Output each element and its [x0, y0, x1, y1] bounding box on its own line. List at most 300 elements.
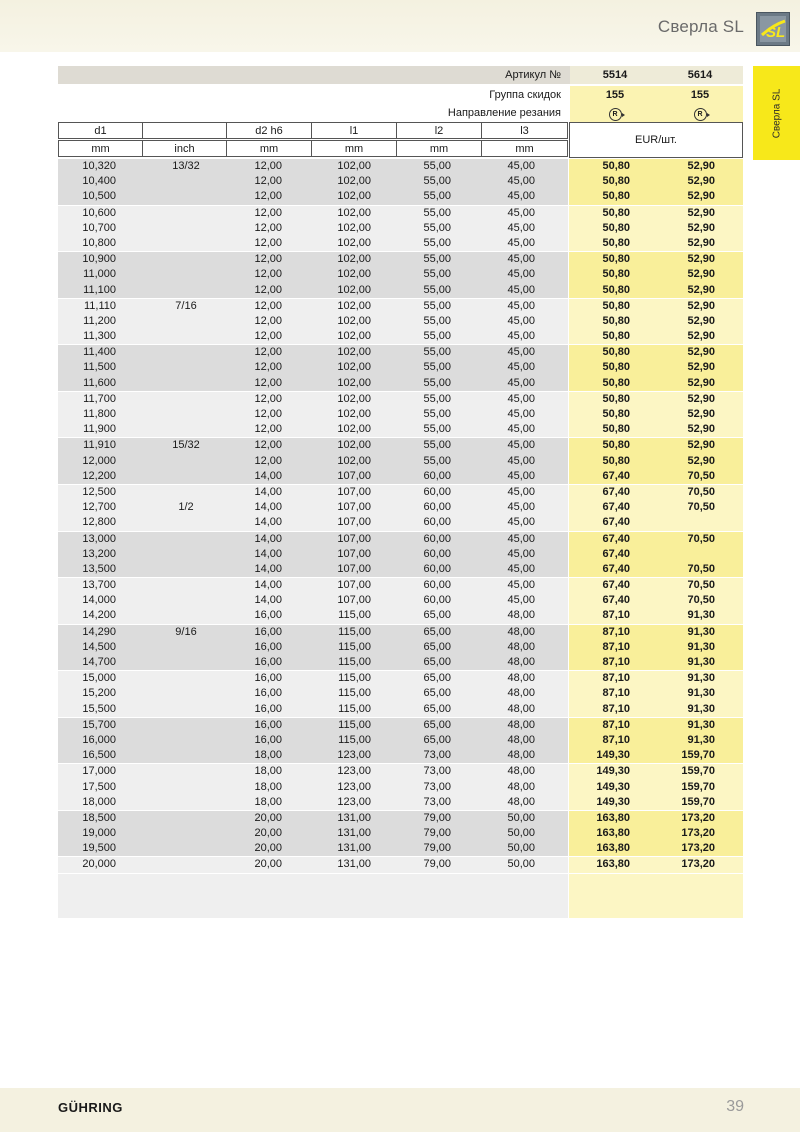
cell-l2: 65,00 [423, 656, 451, 668]
cell-price-5614: 173,20 [681, 842, 715, 855]
cell-l1: 131,00 [337, 858, 371, 871]
cell-price-5514: 87,10 [602, 609, 630, 622]
cell-d2: 14,00 [254, 485, 282, 498]
cell-price-5514: 50,80 [602, 206, 630, 219]
cell-l1: 107,00 [337, 485, 371, 498]
col-d2: d2 h6 [226, 122, 312, 139]
cell-l1: 115,00 [338, 733, 371, 746]
cell-price-5514: 87,10 [602, 656, 630, 668]
direction-right-icon: R [570, 107, 660, 121]
cell-l3: 45,00 [507, 299, 535, 312]
table-row [58, 608, 743, 623]
cell-l1: 102,00 [337, 330, 371, 343]
unit-inch: inch [142, 140, 227, 157]
cell-price-5514: 67,40 [602, 532, 630, 545]
cell-d2: 12,00 [254, 346, 282, 359]
cell-l2: 73,00 [423, 795, 451, 808]
discount-row [58, 86, 743, 105]
side-tab-label-wrap [753, 66, 800, 160]
cell-d1: 19,500 [82, 842, 116, 855]
cell-l2: 60,00 [423, 516, 451, 529]
cell-d1: 14,200 [82, 609, 116, 622]
cell-price-5514: 67,40 [602, 485, 630, 498]
cell-price-5514: 67,40 [602, 469, 630, 482]
cell-price-5614: 52,90 [687, 439, 715, 452]
cell-l1: 102,00 [337, 299, 371, 312]
cell-price-5514: 50,80 [602, 392, 630, 405]
price-header: EUR/шт. [569, 122, 743, 158]
cell-d1: 15,500 [82, 702, 116, 715]
cell-price-5614: 52,90 [687, 299, 715, 312]
cell-price-5614: 91,30 [687, 656, 715, 668]
table-row [58, 221, 743, 236]
unit-l2: mm [396, 140, 482, 157]
cell-d2: 16,00 [254, 733, 282, 746]
cell-d1: 11,000 [83, 268, 116, 281]
cell-d2: 16,00 [254, 609, 282, 622]
cell-l1: 102,00 [337, 283, 371, 296]
row-group [58, 299, 743, 345]
cell-price-5614: 173,20 [681, 827, 715, 840]
row-group [58, 206, 743, 252]
sl-logo-text: SL [766, 24, 786, 41]
cell-price-5614: 70,50 [687, 469, 715, 482]
cell-l2: 55,00 [423, 330, 451, 343]
cell-l1: 115,00 [338, 609, 371, 622]
cell-price-5614: 52,90 [687, 206, 715, 219]
cell-l1: 102,00 [337, 221, 371, 234]
table-row [58, 407, 743, 422]
cell-l3: 48,00 [507, 733, 535, 746]
cell-price-5514: 67,40 [602, 594, 630, 607]
cell-price-5514: 163,80 [596, 827, 630, 840]
cell-price-5514: 50,80 [602, 439, 630, 452]
col-l2: l2 [396, 122, 482, 139]
cell-d1: 11,300 [83, 330, 116, 343]
cell-l2: 65,00 [423, 672, 451, 685]
cell-l1: 115,00 [338, 687, 371, 700]
cell-price-5514: 50,80 [602, 346, 630, 359]
cell-d1: 10,400 [82, 175, 116, 188]
cell-l1: 102,00 [337, 454, 371, 467]
article-5514: 5514 [602, 69, 628, 81]
cell-l3: 45,00 [507, 160, 535, 172]
cell-price-5514: 163,80 [596, 842, 630, 855]
cell-d1: 13,500 [82, 562, 116, 575]
cell-price-5614: 52,90 [687, 408, 715, 420]
cell-l2: 79,00 [423, 858, 451, 871]
row-group [58, 578, 743, 624]
table-row [58, 422, 743, 437]
table-row [58, 515, 743, 530]
cell-l2: 79,00 [423, 827, 451, 840]
cell-price-5514: 50,80 [602, 299, 630, 312]
cell-l3: 45,00 [507, 190, 535, 203]
cell-l3: 48,00 [507, 609, 535, 622]
cell-l3: 45,00 [507, 547, 535, 560]
cell-price-5514: 87,10 [602, 640, 630, 653]
cell-l1: 107,00 [337, 579, 371, 592]
cell-d2: 20,00 [254, 842, 282, 855]
cell-price-5614: 159,70 [681, 780, 715, 793]
cell-price-5514: 50,80 [602, 314, 630, 327]
cell-l2: 65,00 [423, 687, 451, 700]
row-group [58, 392, 743, 438]
cell-price-5514: 163,80 [596, 858, 630, 871]
cell-d2: 16,00 [254, 640, 282, 653]
cell-l3: 50,00 [507, 858, 535, 871]
cell-l3: 48,00 [507, 795, 535, 808]
cell-l1: 123,00 [337, 749, 371, 762]
cell-l1: 102,00 [337, 314, 371, 327]
cell-d2: 20,00 [254, 858, 282, 871]
table-row [58, 252, 743, 267]
col-l3: l3 [481, 122, 568, 139]
cell-l2: 55,00 [423, 206, 451, 219]
cell-l3: 45,00 [507, 532, 535, 545]
cell-l2: 55,00 [423, 408, 451, 420]
cell-l3: 45,00 [507, 594, 535, 607]
cell-l2: 65,00 [423, 640, 451, 653]
cell-l1: 123,00 [337, 765, 371, 778]
cell-d2: 12,00 [254, 283, 282, 296]
row-group [58, 625, 743, 671]
cell-price-5614: 52,90 [687, 423, 715, 436]
discount-2: 155 [690, 89, 710, 101]
table-row [58, 841, 743, 856]
cell-price-5614: 70,50 [687, 562, 715, 575]
table-row [58, 314, 743, 329]
table-row [58, 267, 743, 282]
cell-l3: 48,00 [507, 625, 535, 638]
cell-d2: 18,00 [254, 795, 282, 808]
cell-d2: 12,00 [254, 253, 282, 266]
cell-d2: 12,00 [254, 190, 282, 203]
cell-l2: 55,00 [423, 283, 451, 296]
article-5614: 5614 [687, 69, 713, 81]
cell-l3: 48,00 [507, 749, 535, 762]
cell-d2: 12,00 [254, 221, 282, 234]
data-table [58, 159, 743, 918]
cell-price-5614: 91,30 [687, 609, 715, 622]
cell-d1: 13,000 [82, 532, 116, 545]
table-row [58, 857, 743, 872]
cell-l2: 55,00 [423, 190, 451, 203]
cell-d2: 16,00 [254, 687, 282, 700]
cell-d2: 12,00 [254, 408, 282, 420]
cell-price-5514: 50,80 [602, 361, 630, 374]
table-row [58, 655, 743, 670]
cell-d1: 16,500 [82, 749, 116, 762]
cell-d1: 11,900 [83, 423, 116, 436]
cell-d1: 15,200 [82, 687, 116, 700]
sl-logo-icon [756, 12, 790, 46]
cell-l1: 107,00 [337, 532, 371, 545]
row-group [58, 438, 743, 484]
cell-l1: 102,00 [337, 423, 371, 436]
table-row [58, 206, 743, 221]
table-row [58, 780, 743, 795]
cell-d1: 17,000 [82, 765, 116, 778]
cell-l2: 55,00 [423, 236, 451, 249]
cell-price-5614: 91,30 [687, 687, 715, 700]
cell-l2: 55,00 [423, 175, 451, 188]
cell-d1: 14,290 [82, 625, 116, 638]
cell-l1: 102,00 [337, 236, 371, 249]
cell-price-5514: 50,80 [602, 253, 630, 266]
cell-price-5614: 52,90 [687, 454, 715, 467]
cell-price-5514: 67,40 [602, 562, 630, 575]
cell-l2: 60,00 [423, 547, 451, 560]
table-row [58, 392, 743, 407]
cell-l1: 131,00 [337, 827, 371, 840]
cell-l2: 65,00 [423, 625, 451, 638]
row-group [58, 718, 743, 764]
row-group [58, 252, 743, 298]
table-row [58, 733, 743, 748]
cell-price-5514: 67,40 [602, 547, 630, 560]
cell-l1: 102,00 [337, 346, 371, 359]
cell-l2: 55,00 [423, 268, 451, 281]
cell-d2: 12,00 [254, 392, 282, 405]
row-group [58, 671, 743, 717]
cell-l1: 115,00 [338, 702, 371, 715]
cell-d2: 12,00 [254, 160, 282, 172]
cell-l1: 102,00 [337, 439, 371, 452]
cell-price-5614: 91,30 [687, 640, 715, 653]
cell-d2: 16,00 [254, 656, 282, 668]
cell-l3: 45,00 [507, 376, 535, 389]
cell-l2: 79,00 [423, 811, 451, 824]
cell-d2: 12,00 [254, 423, 282, 436]
cell-price-5614: 91,30 [687, 702, 715, 715]
cell-l1: 102,00 [337, 361, 371, 374]
cell-l3: 50,00 [507, 811, 535, 824]
cell-price-5514: 50,80 [602, 330, 630, 343]
cell-l2: 55,00 [423, 392, 451, 405]
cell-l3: 45,00 [507, 361, 535, 374]
cell-l3: 48,00 [507, 780, 535, 793]
cell-l3: 45,00 [507, 175, 535, 188]
cell-l3: 45,00 [507, 562, 535, 575]
cell-price-5614: 159,70 [681, 749, 715, 762]
cell-d2: 18,00 [254, 749, 282, 762]
table-row [58, 469, 743, 484]
cell-price-5514: 149,30 [596, 780, 630, 793]
cell-price-5614: 159,70 [681, 765, 715, 778]
cell-d1: 10,800 [82, 236, 116, 249]
cell-price-5614: 91,30 [687, 733, 715, 746]
unit-l3: mm [481, 140, 568, 157]
cell-l3: 45,00 [507, 392, 535, 405]
table-row [58, 438, 743, 453]
col-inch-blank [142, 122, 227, 139]
cell-l1: 102,00 [337, 160, 371, 172]
col-d1: d1 [58, 122, 143, 139]
cell-l3: 45,00 [507, 346, 535, 359]
cell-l2: 55,00 [423, 314, 451, 327]
table-row [58, 578, 743, 593]
cell-price-5614: 52,90 [687, 346, 715, 359]
cell-l2: 60,00 [423, 594, 451, 607]
cell-d1: 16,000 [82, 733, 116, 746]
table-row [58, 547, 743, 562]
table-row [58, 718, 743, 733]
table-row [58, 748, 743, 763]
cell-l2: 55,00 [423, 221, 451, 234]
cell-d2: 12,00 [254, 206, 282, 219]
cell-l1: 107,00 [337, 516, 371, 529]
cell-d1: 17,500 [82, 780, 116, 793]
cell-l3: 48,00 [507, 640, 535, 653]
table-row [58, 826, 743, 841]
cell-l3: 45,00 [507, 439, 535, 452]
table-row [58, 686, 743, 701]
cell-price-5514: 50,80 [602, 268, 630, 281]
table-row [58, 811, 743, 826]
cell-d2: 12,00 [254, 299, 282, 312]
cell-price-5514: 87,10 [602, 687, 630, 700]
cell-l2: 65,00 [423, 733, 451, 746]
table-row [58, 283, 743, 298]
cell-price-5614: 52,90 [687, 253, 715, 266]
cell-l3: 45,00 [507, 485, 535, 498]
row-group [58, 345, 743, 391]
cell-l2: 60,00 [423, 532, 451, 545]
cell-d2: 12,00 [254, 330, 282, 343]
unit-d2: mm [226, 140, 312, 157]
table-row [58, 640, 743, 655]
cell-price-5614: 52,90 [687, 314, 715, 327]
cell-price-5614: 91,30 [687, 718, 715, 731]
cell-l3: 45,00 [507, 579, 535, 592]
cell-l3: 45,00 [507, 516, 535, 529]
cell-price-5614: 52,90 [687, 376, 715, 389]
cell-l1: 123,00 [337, 795, 371, 808]
cell-d1: 14,000 [82, 594, 116, 607]
row-group [58, 811, 743, 857]
cell-d2: 14,00 [254, 532, 282, 545]
cell-inch: 13/32 [172, 160, 200, 172]
cell-price-5614: 91,30 [687, 625, 715, 638]
cell-price-5514: 67,40 [602, 501, 630, 514]
table-row [58, 702, 743, 717]
cell-d2: 12,00 [254, 175, 282, 188]
page-number: 39 [726, 1098, 744, 1115]
cell-price-5614: 52,90 [687, 361, 715, 374]
cell-l1: 102,00 [337, 392, 371, 405]
cell-d2: 14,00 [254, 501, 282, 514]
cell-d1: 18,000 [82, 795, 116, 808]
cell-l2: 79,00 [423, 842, 451, 855]
cell-d2: 18,00 [254, 780, 282, 793]
table-row [58, 345, 743, 360]
cell-l2: 73,00 [423, 780, 451, 793]
cell-d1: 11,110 [83, 299, 116, 312]
side-tab-label: Сверла SL [771, 88, 783, 138]
cell-d1: 10,500 [82, 190, 116, 203]
cell-l2: 55,00 [423, 299, 451, 312]
cell-d1: 18,500 [82, 811, 116, 824]
table-row [58, 532, 743, 547]
row-group [58, 159, 743, 205]
cell-price-5514: 149,30 [596, 765, 630, 778]
cell-d2: 16,00 [254, 718, 282, 731]
table-row [58, 189, 743, 204]
cell-d2: 14,00 [254, 594, 282, 607]
table-row [58, 174, 743, 189]
cell-l1: 131,00 [337, 811, 371, 824]
cell-l2: 65,00 [423, 718, 451, 731]
cell-l1: 115,00 [338, 656, 371, 668]
cell-d1: 15,700 [82, 718, 116, 731]
cell-price-5614: 70,50 [687, 594, 715, 607]
cell-l1: 107,00 [337, 594, 371, 607]
cell-l3: 45,00 [507, 268, 535, 281]
cell-l2: 60,00 [423, 469, 451, 482]
table-row [58, 795, 743, 810]
cell-l2: 60,00 [423, 501, 451, 514]
cell-l1: 102,00 [337, 206, 371, 219]
cell-d1: 10,900 [82, 253, 116, 266]
table-row [58, 593, 743, 608]
page-title: Сверла SL [657, 17, 744, 36]
cell-d1: 11,800 [83, 408, 116, 420]
cell-price-5514: 50,80 [602, 160, 630, 172]
cell-d2: 16,00 [254, 702, 282, 715]
unit-l1: mm [311, 140, 397, 157]
unit-d1: mm [58, 140, 143, 157]
cell-l2: 65,00 [423, 702, 451, 715]
cell-price-5614: 52,90 [687, 330, 715, 343]
cell-l1: 107,00 [337, 547, 371, 560]
cell-d2: 12,00 [254, 454, 282, 467]
cell-l3: 45,00 [507, 206, 535, 219]
cell-l1: 115,00 [338, 672, 371, 685]
cell-d2: 18,00 [254, 765, 282, 778]
cell-l1: 107,00 [337, 469, 371, 482]
cell-l3: 45,00 [507, 221, 535, 234]
cell-price-5514: 149,30 [596, 795, 630, 808]
table-row [58, 376, 743, 391]
cell-d1: 11,910 [83, 439, 116, 452]
cell-price-5614: 52,90 [687, 283, 715, 296]
cell-price-5614: 70,50 [687, 485, 715, 498]
cell-l1: 115,00 [338, 718, 371, 731]
cell-l3: 48,00 [507, 687, 535, 700]
cell-d2: 16,00 [254, 625, 282, 638]
cell-l3: 50,00 [507, 842, 535, 855]
cell-price-5614: 52,90 [687, 236, 715, 249]
cell-price-5514: 87,10 [602, 625, 630, 638]
cell-d1: 11,200 [83, 314, 116, 327]
cell-l3: 45,00 [507, 408, 535, 420]
cell-l1: 131,00 [337, 842, 371, 855]
table-row [58, 485, 743, 500]
cell-price-5514: 163,80 [596, 811, 630, 824]
row-group [58, 857, 743, 872]
cell-inch: 15/32 [172, 439, 200, 452]
cell-price-5614: 70,50 [687, 532, 715, 545]
table-row [58, 500, 743, 515]
cell-price-5514: 87,10 [602, 733, 630, 746]
cell-price-5614: 173,20 [681, 811, 715, 824]
cell-price-5614: 52,90 [687, 221, 715, 234]
cell-d1: 11,100 [83, 283, 116, 296]
row-group [58, 532, 743, 578]
cell-price-5514: 67,40 [602, 516, 630, 529]
cell-d2: 14,00 [254, 547, 282, 560]
